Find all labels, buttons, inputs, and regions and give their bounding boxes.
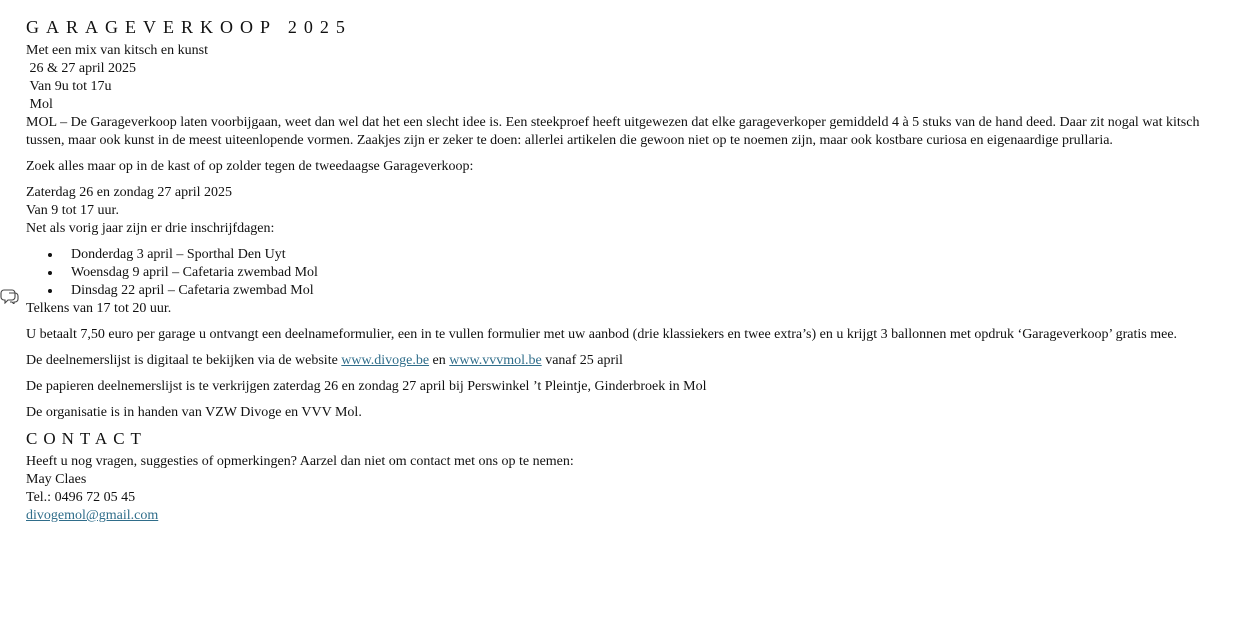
intro-hours: Van 9u tot 17u	[26, 79, 112, 94]
bullet-icon	[48, 271, 52, 275]
comment-icon[interactable]	[0, 288, 20, 304]
document-page	[26, 16, 1226, 525]
contact-heading: CONTACT	[26, 429, 147, 448]
bullet-icon	[48, 289, 52, 293]
document-title: GARAGEVERKOOP 2025	[26, 17, 352, 37]
body-paragraph: MOL – De Garageverkoop laten voorbijgaan, weet dan wel dat het een slecht idee is. Een steekproef heeft uitgewezen dat elke garageverkoper gemiddeld 4 à 5 stuks van de hand deed. Daar zit nogal wat kitsch tussen, maar ook kunst in de meest uiteenlopende vormen. Zaakjes zijn er zeker te doen: allerlei artikelen die gewoon niet op te noemen zijn, maar ook kostbare curiosa en eigenaardige prullaria.	[26, 115, 1200, 148]
search-line: Zoek alles maar op in de kast of op zolder tegen de tweedaagse Garageverkoop:	[26, 159, 474, 174]
registration-list	[26, 246, 1226, 300]
contact-phone: Tel.: 0496 72 05 45	[26, 490, 136, 505]
bullet-icon	[48, 253, 52, 257]
paper-list-line: De papieren deelnemerslijst is te verkrijgen zaterdag 26 en zondag 27 april bij Perswinkel ’t Pleintje, Ginderbroek in Mol	[26, 379, 707, 394]
payment-paragraph: U betaalt 7,50 euro per garage u ontvangt een deelnameformulier, een in te vullen formulier met uw aanbod (drie klassiekers en twee extra’s) en u krijgt 3 ballonnen met opdruk ‘Garageverkoop’ gratis mee.	[26, 327, 1178, 342]
contact-name: May Claes	[26, 472, 87, 487]
organisation-line: De organisatie is in handen van VZW Divoge en VVV Mol.	[26, 405, 362, 420]
registration-intro: Net als vorig jaar zijn er drie inschrijfdagen:	[26, 221, 275, 236]
list-item: Dinsdag 22 april – Cafetaria zwembad Mol	[26, 282, 1226, 300]
event-dates: Zaterdag 26 en zondag 27 april 2025	[26, 185, 233, 200]
list-line: De deelnemerslijst is digitaal te bekijken via de website www.divoge.be en www.vvvmol.be vanaf 25 april	[26, 353, 623, 368]
intro-place: Mol	[26, 97, 53, 112]
vvvmol-link[interactable]: www.vvvmol.be	[449, 353, 542, 368]
intro-dates: 26 & 27 april 2025	[26, 61, 137, 76]
intro-tagline: Met een mix van kitsch en kunst	[26, 43, 208, 58]
contact-intro: Heeft u nog vragen, suggesties of opmerkingen? Aarzel dan niet om contact met ons op te nemen:	[26, 454, 574, 469]
divoge-link[interactable]: www.divoge.be	[341, 353, 430, 368]
list-item: Woensdag 9 april – Cafetaria zwembad Mol	[26, 264, 1226, 282]
list-item: Donderdag 3 april – Sporthal Den Uyt	[26, 246, 1226, 264]
registration-hours: Telkens van 17 tot 20 uur.	[26, 301, 172, 316]
contact-email-link[interactable]: divogemol@gmail.com	[26, 508, 159, 523]
event-hours: Van 9 tot 17 uur.	[26, 203, 119, 218]
